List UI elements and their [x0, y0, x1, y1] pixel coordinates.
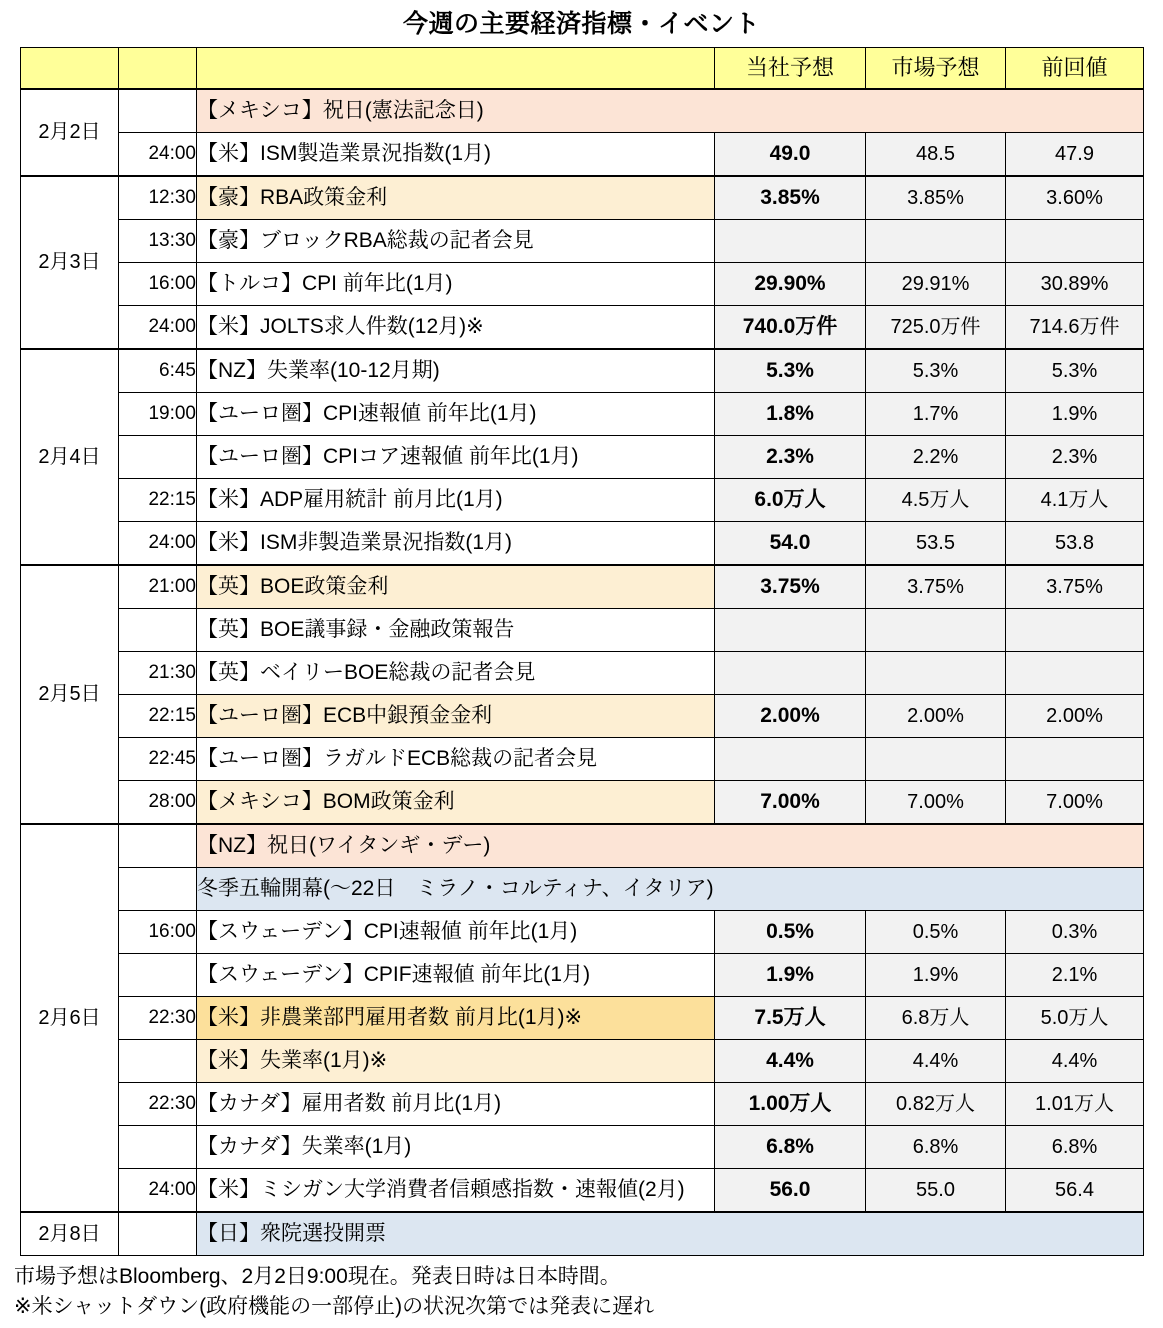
- cell-own-forecast: 54.0: [715, 522, 866, 566]
- cell-own-forecast: 6.8%: [715, 1126, 866, 1169]
- cell-event: 【英】BOE議事録・金融政策報告: [197, 609, 715, 652]
- cell-own-forecast: 49.0: [715, 133, 866, 177]
- footnote-line-1: 市場予想はBloomberg、2月2日9:00現在。発表日時は日本時間。: [14, 1265, 621, 1288]
- cell-date: 2月3日: [21, 176, 119, 349]
- cell-event: 【米】ISM製造業景況指数(1月): [197, 133, 715, 177]
- header-row: [21, 48, 1144, 90]
- cell-time: 6:45: [119, 349, 197, 393]
- table-row: [21, 1126, 1144, 1169]
- table-row: [21, 609, 1144, 652]
- cell-event: 【トルコ】CPI 前年比(1月): [197, 263, 715, 306]
- cell-time: 13:30: [119, 220, 197, 263]
- cell-event: 【米】ADP雇用統計 前月比(1月): [197, 479, 715, 522]
- cell-event: 【米】非農業部門雇用者数 前月比(1月)※: [197, 997, 715, 1040]
- cell-market-forecast: 0.82万人: [866, 1083, 1006, 1126]
- table-row: [21, 781, 1144, 825]
- cell-market-forecast: 2.00%: [866, 695, 1006, 738]
- cell-previous: 3.75%: [1006, 565, 1144, 609]
- cell-previous: 0.3%: [1006, 911, 1144, 954]
- cell-time: 22:45: [119, 738, 197, 781]
- cell-date: 2月6日: [21, 824, 119, 1212]
- cell-previous: 30.89%: [1006, 263, 1144, 306]
- cell-time: 24:00: [119, 133, 197, 177]
- footnote-line-2: ※米シャットダウン(政府機能の一部停止)の状況次第では発表に遅れ: [14, 1295, 655, 1319]
- table-row: [21, 824, 1144, 868]
- cell-previous: [1006, 652, 1144, 695]
- table-row: [21, 997, 1144, 1040]
- cell-market-forecast: 2.2%: [866, 436, 1006, 479]
- cell-previous: 5.3%: [1006, 349, 1144, 393]
- cell-event: 【ユーロ圏】CPIコア速報値 前年比(1月): [197, 436, 715, 479]
- cell-previous: 4.4%: [1006, 1040, 1144, 1083]
- cell-time: 24:00: [119, 1169, 197, 1213]
- table-row: [21, 954, 1144, 997]
- table-row: [21, 1212, 1144, 1256]
- cell-market-forecast: 55.0: [866, 1169, 1006, 1213]
- cell-date: 2月5日: [21, 565, 119, 824]
- cell-time: 21:00: [119, 565, 197, 609]
- table-row: [21, 89, 1144, 133]
- cell-market-forecast: 6.8%: [866, 1126, 1006, 1169]
- cell-time: 22:30: [119, 997, 197, 1040]
- cell-previous: 7.00%: [1006, 781, 1144, 825]
- cell-own-forecast: 0.5%: [715, 911, 866, 954]
- cell-market-forecast: 1.9%: [866, 954, 1006, 997]
- cell-previous: [1006, 738, 1144, 781]
- cell-previous: 1.9%: [1006, 393, 1144, 436]
- cell-event: 【スウェーデン】CPIF速報値 前年比(1月): [197, 954, 715, 997]
- header-event: [197, 48, 715, 90]
- cell-own-forecast: 7.5万人: [715, 997, 866, 1040]
- cell-market-forecast: 1.7%: [866, 393, 1006, 436]
- cell-market-forecast: [866, 652, 1006, 695]
- table-row: [21, 349, 1144, 393]
- table-row: [21, 306, 1144, 350]
- table-body: [21, 89, 1144, 1256]
- cell-event: 【NZ】祝日(ワイタンギ・デー): [197, 824, 1144, 868]
- table-row: [21, 133, 1144, 177]
- cell-event: 【英】BOE政策金利: [197, 565, 715, 609]
- cell-event: 【メキシコ】BOM政策金利: [197, 781, 715, 825]
- table-row: [21, 176, 1144, 220]
- table-row: [21, 1169, 1144, 1213]
- cell-market-forecast: 53.5: [866, 522, 1006, 566]
- page-title: 今週の主要経済指標・イベント: [402, 10, 760, 38]
- cell-market-forecast: 4.4%: [866, 1040, 1006, 1083]
- cell-own-forecast: [715, 738, 866, 781]
- table-row: [21, 263, 1144, 306]
- cell-event: 【ユーロ圏】ラガルドECB総裁の記者会見: [197, 738, 715, 781]
- cell-market-forecast: 7.00%: [866, 781, 1006, 825]
- cell-market-forecast: 3.85%: [866, 176, 1006, 220]
- cell-time: 12:30: [119, 176, 197, 220]
- cell-event: 【日】衆院選投開票: [197, 1212, 1144, 1256]
- cell-event: 【豪】ブロックRBA総裁の記者会見: [197, 220, 715, 263]
- cell-event: 【NZ】失業率(10-12月期): [197, 349, 715, 393]
- cell-previous: 4.1万人: [1006, 479, 1144, 522]
- cell-market-forecast: 3.75%: [866, 565, 1006, 609]
- cell-market-forecast: 0.5%: [866, 911, 1006, 954]
- cell-event: 【メキシコ】祝日(憲法記念日): [197, 89, 1144, 133]
- calendar-table-wrapper: [20, 47, 1143, 1256]
- cell-time: 24:00: [119, 306, 197, 350]
- cell-event: 【米】JOLTS求人件数(12月)※: [197, 306, 715, 350]
- cell-previous: 6.8%: [1006, 1126, 1144, 1169]
- cell-previous: 714.6万件: [1006, 306, 1144, 350]
- footnotes: [14, 1262, 1163, 1323]
- cell-previous: 2.3%: [1006, 436, 1144, 479]
- cell-own-forecast: 2.3%: [715, 436, 866, 479]
- header-own-forecast: 当社予想: [715, 48, 866, 90]
- cell-own-forecast: 3.75%: [715, 565, 866, 609]
- cell-time: [119, 89, 197, 133]
- table-row: [21, 393, 1144, 436]
- cell-own-forecast: 3.85%: [715, 176, 866, 220]
- cell-own-forecast: 6.0万人: [715, 479, 866, 522]
- table-row: [21, 868, 1144, 911]
- cell-date: 2月8日: [21, 1212, 119, 1256]
- cell-market-forecast: 48.5: [866, 133, 1006, 177]
- cell-market-forecast: [866, 220, 1006, 263]
- cell-market-forecast: 5.3%: [866, 349, 1006, 393]
- header-market-forecast: 市場予想: [866, 48, 1006, 90]
- cell-time: 19:00: [119, 393, 197, 436]
- header-time: [119, 48, 197, 90]
- cell-time: 22:15: [119, 695, 197, 738]
- cell-event: 【米】ISM非製造業景況指数(1月): [197, 522, 715, 566]
- cell-previous: 1.01万人: [1006, 1083, 1144, 1126]
- header-previous: 前回値: [1006, 48, 1144, 90]
- cell-market-forecast: 29.91%: [866, 263, 1006, 306]
- table-row: [21, 220, 1144, 263]
- cell-previous: [1006, 609, 1144, 652]
- cell-time: 28:00: [119, 781, 197, 825]
- cell-event: 【カナダ】失業率(1月): [197, 1126, 715, 1169]
- cell-event: 【米】失業率(1月)※: [197, 1040, 715, 1083]
- cell-time: 24:00: [119, 522, 197, 566]
- cell-event: 【豪】RBA政策金利: [197, 176, 715, 220]
- cell-own-forecast: 4.4%: [715, 1040, 866, 1083]
- table-row: [21, 695, 1144, 738]
- cell-time: [119, 609, 197, 652]
- table-row: [21, 436, 1144, 479]
- header-date: [21, 48, 119, 90]
- cell-market-forecast: 725.0万件: [866, 306, 1006, 350]
- table-header: [21, 48, 1144, 90]
- cell-market-forecast: 4.5万人: [866, 479, 1006, 522]
- cell-own-forecast: 5.3%: [715, 349, 866, 393]
- table-row: [21, 911, 1144, 954]
- cell-previous: 2.00%: [1006, 695, 1144, 738]
- table-row: [21, 565, 1144, 609]
- cell-date: 2月2日: [21, 89, 119, 176]
- cell-event: 【カナダ】雇用者数 前月比(1月): [197, 1083, 715, 1126]
- cell-own-forecast: 1.8%: [715, 393, 866, 436]
- cell-own-forecast: 56.0: [715, 1169, 866, 1213]
- cell-event: 【スウェーデン】CPI速報値 前年比(1月): [197, 911, 715, 954]
- table-row: [21, 652, 1144, 695]
- cell-market-forecast: [866, 738, 1006, 781]
- cell-time: [119, 868, 197, 911]
- cell-own-forecast: 1.00万人: [715, 1083, 866, 1126]
- cell-time: [119, 1040, 197, 1083]
- cell-event: 【ユーロ圏】CPI速報値 前年比(1月): [197, 393, 715, 436]
- cell-previous: 56.4: [1006, 1169, 1144, 1213]
- cell-market-forecast: [866, 609, 1006, 652]
- cell-previous: 53.8: [1006, 522, 1144, 566]
- cell-time: 16:00: [119, 263, 197, 306]
- cell-own-forecast: 29.90%: [715, 263, 866, 306]
- cell-market-forecast: 6.8万人: [866, 997, 1006, 1040]
- cell-time: [119, 1212, 197, 1256]
- cell-time: 22:15: [119, 479, 197, 522]
- cell-time: [119, 824, 197, 868]
- table-row: [21, 522, 1144, 566]
- table-row: [21, 1083, 1144, 1126]
- table-row: [21, 1040, 1144, 1083]
- cell-time: 22:30: [119, 1083, 197, 1126]
- cell-time: [119, 1126, 197, 1169]
- table-row: [21, 738, 1144, 781]
- cell-own-forecast: [715, 609, 866, 652]
- cell-own-forecast: [715, 652, 866, 695]
- cell-previous: [1006, 220, 1144, 263]
- cell-time: [119, 954, 197, 997]
- cell-previous: 3.60%: [1006, 176, 1144, 220]
- cell-event: 【米】ミシガン大学消費者信頼感指数・速報値(2月): [197, 1169, 715, 1213]
- cell-previous: 2.1%: [1006, 954, 1144, 997]
- cell-own-forecast: 740.0万件: [715, 306, 866, 350]
- cell-own-forecast: 1.9%: [715, 954, 866, 997]
- cell-date: 2月4日: [21, 349, 119, 565]
- cell-time: 21:30: [119, 652, 197, 695]
- cell-previous: 47.9: [1006, 133, 1144, 177]
- economic-calendar-table: [20, 47, 1144, 1256]
- cell-own-forecast: 7.00%: [715, 781, 866, 825]
- cell-event: 冬季五輪開幕(～22日 ミラノ・コルティナ、イタリア): [197, 868, 1144, 911]
- cell-time: 16:00: [119, 911, 197, 954]
- cell-previous: 5.0万人: [1006, 997, 1144, 1040]
- cell-own-forecast: [715, 220, 866, 263]
- cell-event: 【ユーロ圏】ECB中銀預金金利: [197, 695, 715, 738]
- cell-time: [119, 436, 197, 479]
- table-row: [21, 479, 1144, 522]
- cell-own-forecast: 2.00%: [715, 695, 866, 738]
- cell-event: 【英】ベイリーBOE総裁の記者会見: [197, 652, 715, 695]
